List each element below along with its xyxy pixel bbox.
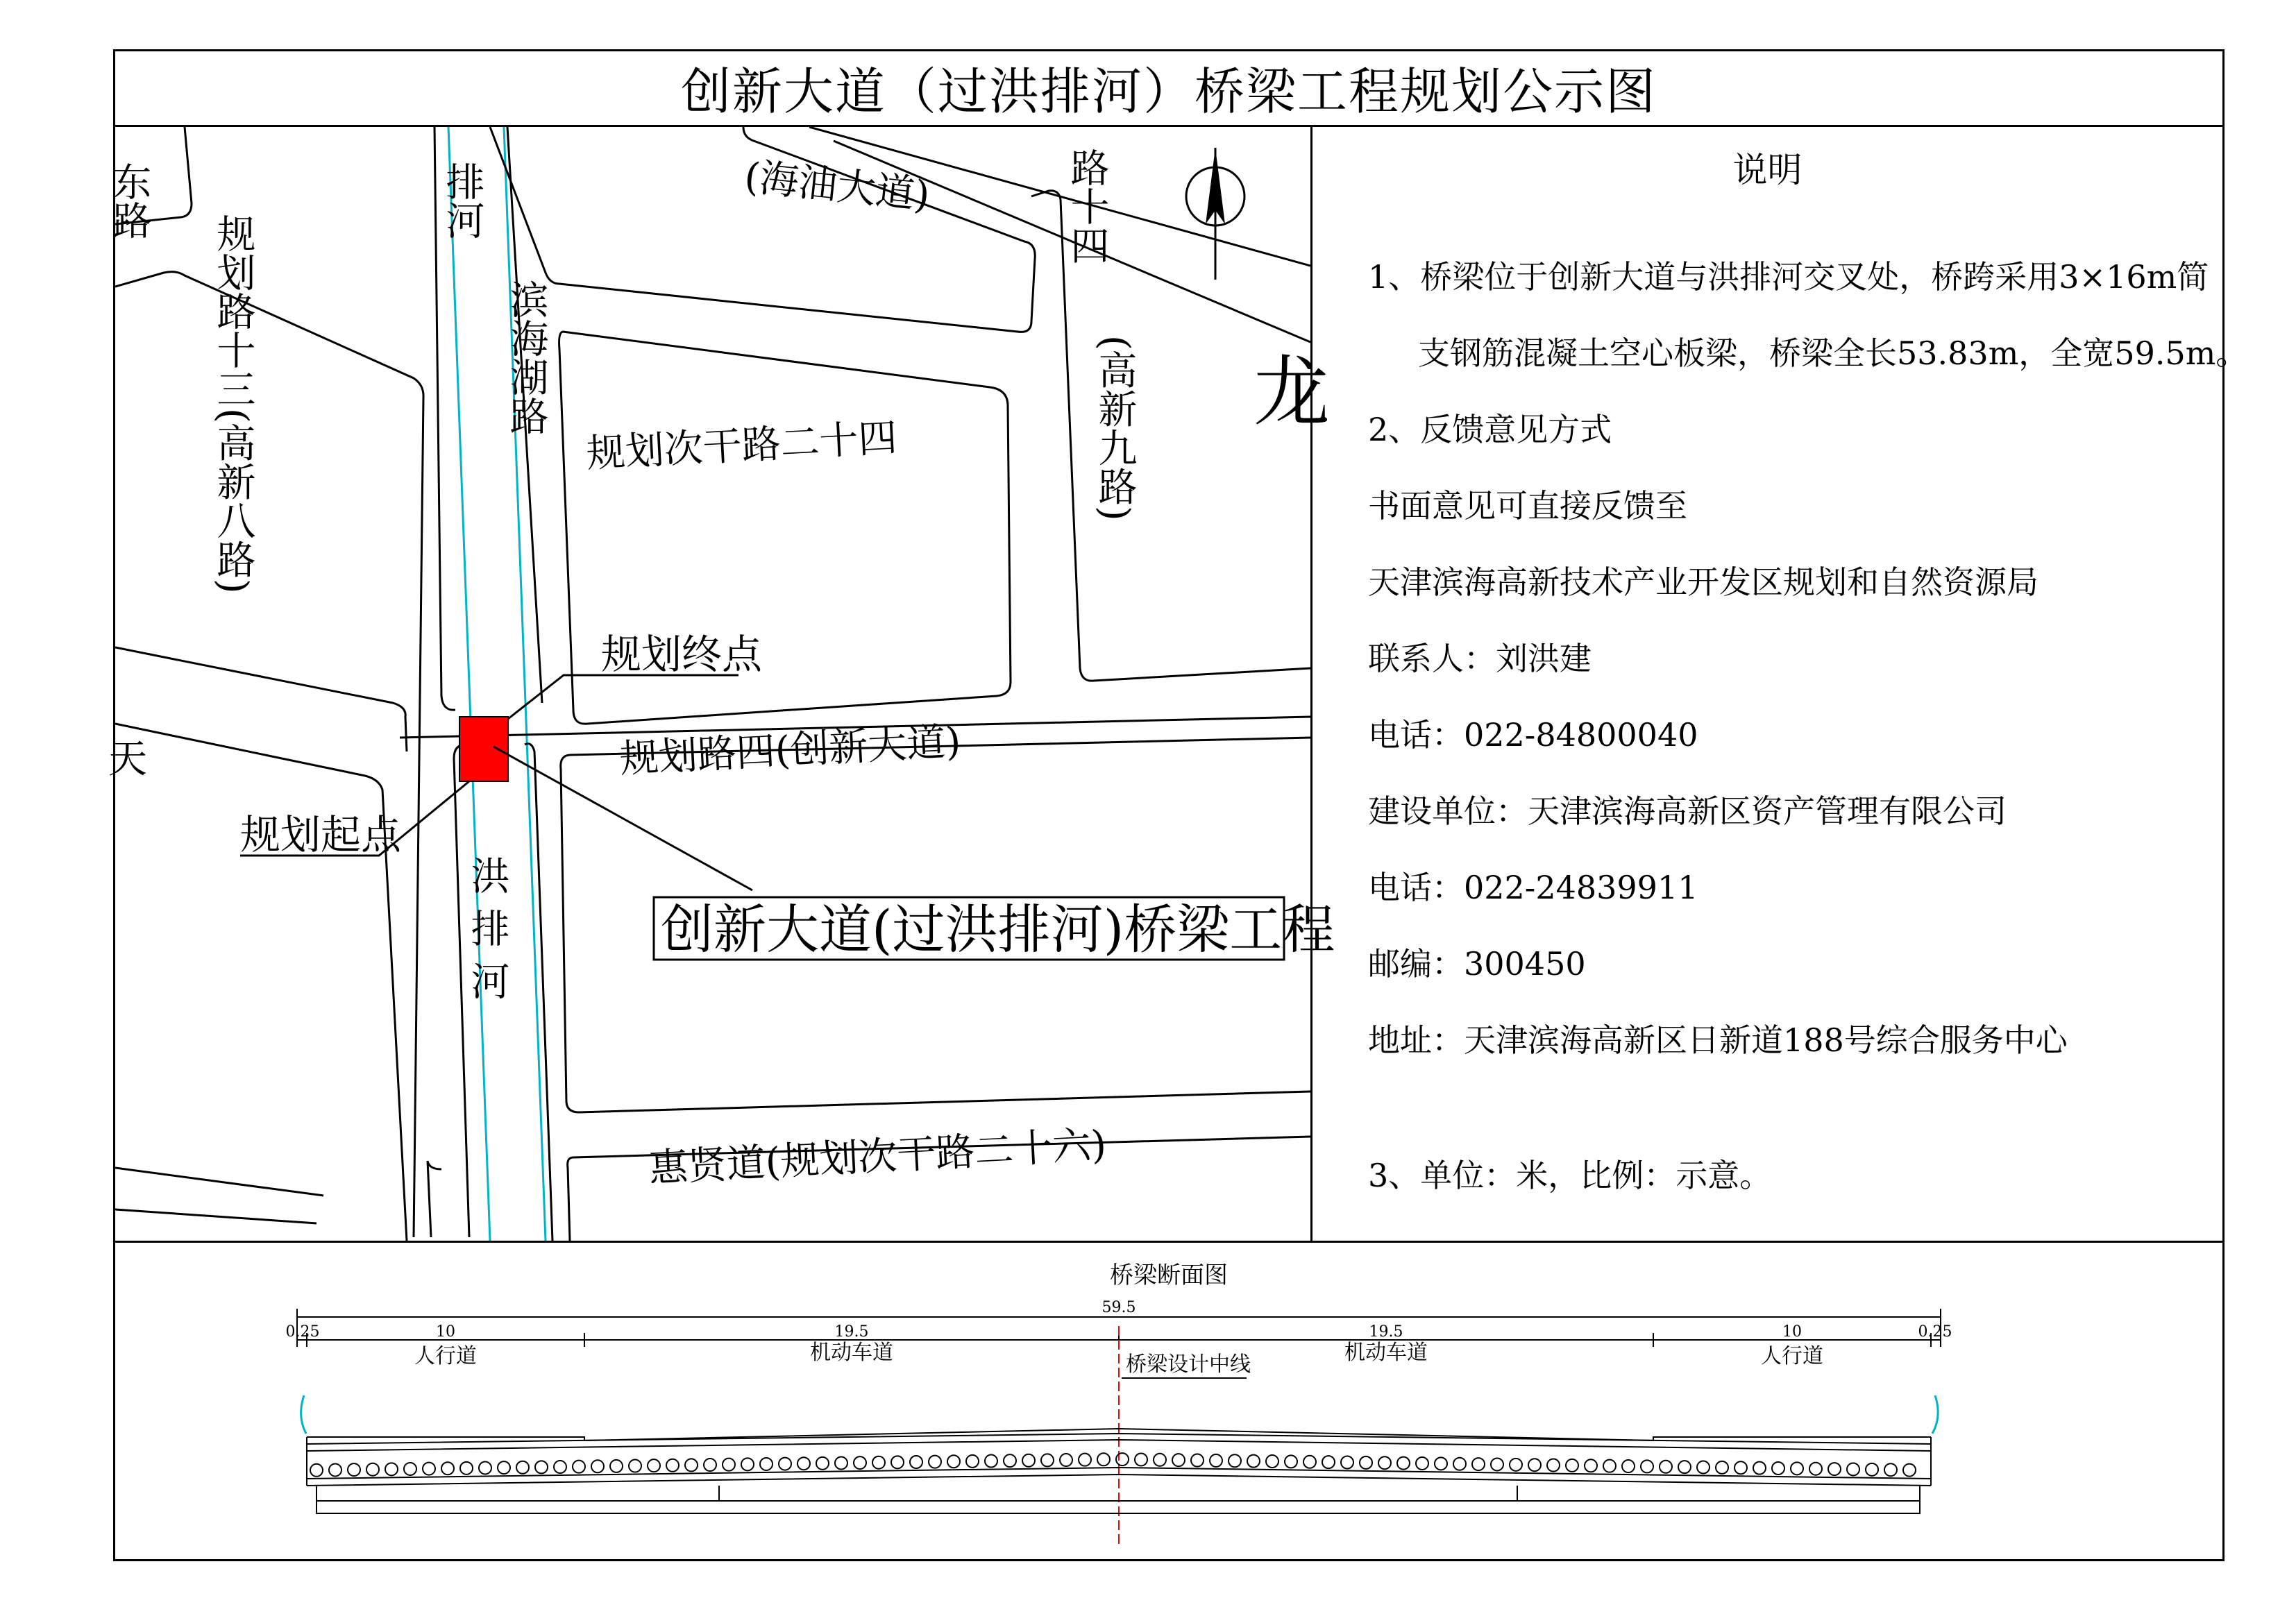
slab-void <box>1660 1461 1672 1473</box>
slab-void <box>1528 1459 1541 1471</box>
right-lane-label: 机动车道 <box>1344 1341 1428 1365</box>
road-label-east: 东路 <box>106 162 152 239</box>
left-sidewalk-width: 10 <box>436 1323 455 1341</box>
left-lane-width: 19.5 <box>834 1323 869 1341</box>
slab-void <box>1472 1458 1485 1470</box>
slab-void <box>1435 1457 1447 1470</box>
road-label-24: 规划次干路二十四 <box>585 415 899 477</box>
note-4: 书面意见可直接反馈至 <box>1368 487 1687 525</box>
slab-void <box>1116 1453 1129 1465</box>
slab-void <box>1266 1455 1278 1468</box>
river-label-bottom: 洪排河 <box>464 856 510 1014</box>
total-width: 59.5 <box>1101 1299 1136 1316</box>
slab-void <box>591 1460 604 1472</box>
slab-void <box>1734 1461 1747 1474</box>
block-left-mid <box>115 647 407 751</box>
slab-void <box>423 1463 435 1475</box>
right-railing-icon <box>1932 1395 1938 1434</box>
hollow-slab-voids <box>310 1453 1916 1477</box>
note-3: 2、反馈意见方式 <box>1368 411 1612 448</box>
north-arrow-icon <box>1186 148 1244 280</box>
block-lower-left-2 <box>115 1168 323 1223</box>
location-map <box>106 127 1335 1241</box>
slab-void <box>985 1455 997 1468</box>
road-label-huixian: 惠贤道(规划次干路二十六) <box>648 1122 1108 1191</box>
slab-void <box>348 1463 360 1476</box>
slab-void <box>1491 1458 1503 1470</box>
slab-void <box>1079 1454 1091 1466</box>
slab-void <box>1172 1454 1185 1466</box>
slab-void <box>872 1456 885 1469</box>
note-11: 地址：天津滨海高新区日新道188号综合服务中心 <box>1368 1021 2068 1059</box>
bridge-cross-section <box>115 1243 2222 1559</box>
note-6: 联系人：刘洪建 <box>1368 640 1592 677</box>
slab-void <box>910 1456 922 1468</box>
slab-void <box>704 1459 716 1471</box>
river-label-top: 排河 <box>439 162 485 239</box>
road-label-long: 龙 <box>1253 348 1330 436</box>
right-lane-width: 19.5 <box>1369 1323 1403 1341</box>
slab-void <box>1341 1456 1353 1468</box>
slab-void <box>610 1460 623 1472</box>
slab-void <box>891 1456 904 1468</box>
slab-void <box>1247 1455 1260 1468</box>
slab-void <box>479 1461 491 1474</box>
road-label-tian: 天 <box>108 737 147 782</box>
slab-void <box>1772 1462 1784 1475</box>
note-12: 3、单位：米，比例：示意。 <box>1368 1157 1772 1194</box>
slab-void <box>929 1456 941 1468</box>
block-lower-left-3 <box>428 1161 441 1237</box>
right-sidewalk-width: 10 <box>1782 1323 1802 1341</box>
slab-void <box>573 1461 585 1473</box>
slab-void <box>1753 1462 1766 1475</box>
slab-void <box>1510 1459 1522 1471</box>
note-5: 天津滨海高新技术产业开发区规划和自然资源局 <box>1368 563 2038 601</box>
note-9: 电话：022-24839911 <box>1368 869 1698 906</box>
start-point-label: 规划起点 <box>240 811 402 858</box>
slab-void <box>1416 1457 1428 1470</box>
slab-void <box>648 1459 660 1472</box>
slab-void <box>797 1457 810 1470</box>
slab-void <box>854 1456 866 1469</box>
slab-void <box>1322 1456 1335 1468</box>
left-edge-width: 0.25 <box>285 1323 320 1341</box>
slab-void <box>1641 1460 1653 1472</box>
slab-void <box>1903 1464 1916 1477</box>
slab-void <box>310 1464 323 1477</box>
slab-void <box>1866 1463 1878 1476</box>
end-point-label: 规划终点 <box>601 631 763 678</box>
slab-void <box>1791 1462 1803 1475</box>
bridge-location <box>459 717 508 781</box>
slab-void <box>1603 1460 1616 1472</box>
slab-void <box>1210 1454 1222 1467</box>
slab-void <box>1585 1459 1597 1472</box>
slab-void <box>685 1459 698 1471</box>
road-label-14: 路十四 <box>1064 148 1110 264</box>
note-1: 1、桥梁位于创新大道与洪排河交叉处，桥跨采用3×16m简 <box>1368 258 2209 296</box>
slab-void <box>1285 1455 1297 1468</box>
slab-void <box>1041 1454 1054 1466</box>
slab-void <box>741 1458 754 1470</box>
slab-void <box>404 1463 416 1475</box>
left-lane-label: 机动车道 <box>810 1341 893 1365</box>
slab-void <box>1809 1463 1822 1475</box>
slab-void <box>666 1459 679 1472</box>
slab-void <box>1360 1456 1372 1469</box>
slab-void <box>1097 1453 1110 1465</box>
note-8: 建设单位：天津滨海高新区资产管理有限公司 <box>1368 792 2007 830</box>
note-7: 电话：022-84800040 <box>1368 716 1698 754</box>
slab-void <box>1697 1461 1710 1474</box>
slab-void <box>1828 1463 1841 1475</box>
road-label-chuangxin: 规划路四(创新大道) <box>618 719 962 782</box>
slab-void <box>723 1459 735 1471</box>
left-sidewalk-label: 人行道 <box>414 1344 477 1368</box>
slab-void <box>835 1456 847 1469</box>
slab-void <box>1566 1459 1578 1472</box>
slab-void <box>947 1455 960 1468</box>
slab-void <box>1716 1461 1728 1474</box>
slab-void <box>366 1463 379 1476</box>
slab-void <box>1622 1460 1635 1472</box>
road-label-haiyou: (海油大道) <box>742 154 932 219</box>
slab-void <box>1547 1459 1560 1472</box>
slab-void <box>760 1458 773 1470</box>
slab-void <box>329 1463 341 1476</box>
slab-void <box>1004 1454 1016 1467</box>
slab-void <box>460 1462 473 1475</box>
slab-void <box>1303 1456 1316 1468</box>
slab-void <box>816 1457 829 1470</box>
slab-void <box>1847 1463 1859 1475</box>
notes-panel <box>1310 127 2248 1241</box>
notes-heading: 说明 <box>1732 150 1803 190</box>
title-bar <box>113 49 2225 127</box>
slab-void <box>1678 1461 1691 1473</box>
section-title: 桥梁断面图 <box>1110 1261 1228 1289</box>
slab-void <box>535 1461 548 1473</box>
block-left-lower <box>115 724 407 1241</box>
slab-void <box>1229 1454 1241 1467</box>
slab-void <box>516 1461 529 1474</box>
slab-void <box>498 1461 510 1474</box>
page-title: 创新大道（过洪排河）桥梁工程规划公示图 <box>680 62 1657 121</box>
slab-void <box>966 1455 979 1468</box>
slab-void <box>1453 1458 1466 1470</box>
slab-void <box>629 1460 641 1472</box>
slab-void <box>441 1462 454 1475</box>
slab-void <box>1060 1454 1072 1466</box>
slab-void <box>779 1458 791 1470</box>
slab-void <box>1378 1456 1391 1469</box>
slab-void <box>1884 1463 1897 1476</box>
road-label-gaoxin8: 规划路十三(高新八路) <box>210 214 256 594</box>
slab-void <box>1022 1454 1035 1467</box>
right-edge-width: 0.25 <box>1918 1323 1952 1341</box>
note-2: 支钢筋混凝土空心板梁，桥梁全长53.83m，全宽59.5m。 <box>1418 334 2248 372</box>
right-sidewalk-label: 人行道 <box>1761 1344 1823 1368</box>
slab-void <box>1191 1454 1204 1467</box>
left-railing-icon <box>301 1395 306 1434</box>
project-label: 创新大道(过洪排河)桥梁工程 <box>661 899 1335 960</box>
slab-void <box>1135 1453 1147 1465</box>
centerline-label: 桥梁设计中线 <box>1126 1352 1251 1377</box>
road-label-binhaihu: 滨海湖路 <box>503 280 549 435</box>
note-10: 邮编：300450 <box>1368 945 1586 983</box>
road-label-gaoxin9: (高新九路) <box>1092 335 1138 521</box>
slab-void <box>385 1463 398 1475</box>
slab-void <box>1397 1457 1410 1470</box>
slab-void <box>1154 1454 1166 1466</box>
block-left-upper <box>115 272 423 1237</box>
slab-void <box>554 1461 566 1473</box>
